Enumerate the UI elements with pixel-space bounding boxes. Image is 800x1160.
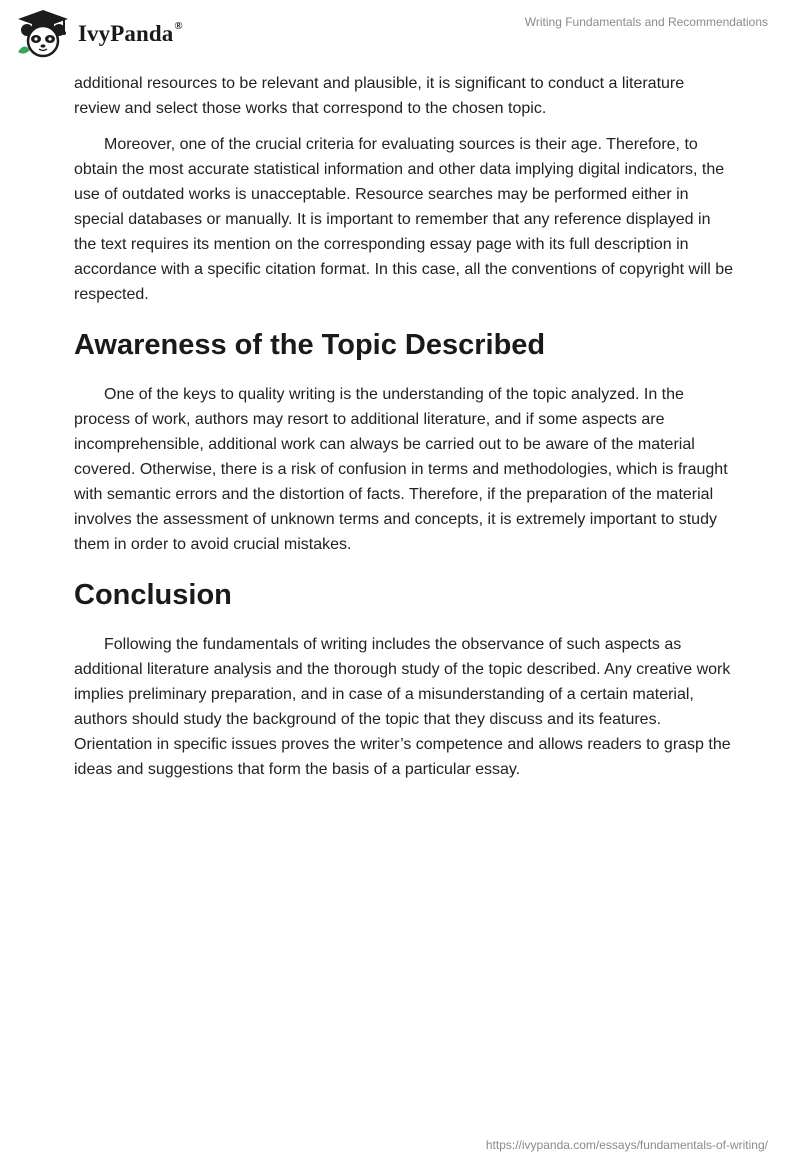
document-title: Writing Fundamentals and Recommendations [524,15,768,29]
logo[interactable] [14,8,183,58]
source-url-link[interactable]: https://ivypanda.com/essays/fundamentals-of-writing/ [485,1138,768,1152]
paragraph-conclusion: Following the fundamentals of writing includes the observance of such aspects as additional literature analysis and the thorough study of the topic described. Any creative work implies preliminary preparation, and in case of a misunderstanding of a certain material, authors should study the background of the topic that they discuss and its features. Orientation in specific issues proves the writer’s competence and allows readers to grasp the ideas and suggestions that form the basis of a particular essay. [74,636,731,778]
heading-awareness: Awareness of the Topic Described [74,329,546,361]
paragraph-sources: Moreover, one of the crucial criteria for evaluating sources is their age. Therefore, to obtain the most accurate statistical information and other data implying digital indicators, the use of outdated works is unacceptable. Resource searches may be performed either in special databases or manually. It is important to remember that any reference displayed in the text requires its mention on the corresponding essay page with its full description in accordance with a specific citation format. In this case, all the conventions of copyright will be respected. [74,136,733,303]
heading-conclusion: Conclusion [74,579,232,611]
paragraph-continued: additional resources to be relevant and plausible, it is significant to conduct a literature review and select those works that correspond to the chosen topic. [74,75,685,117]
paragraph-awareness: One of the keys to quality writing is the understanding of the topic analyzed. In the process of work, authors may resort to additional literature, and if some aspects are incomprehensible, additional work can always be carried out to be aware of the material covered. Otherwise, there is a risk of confusion in terms and methodologies, which is fraught with semantic errors and the distortion of facts. Therefore, if the preparation of the material involves the assessment of unknown terms and concepts, it is extremely important to study them in order to avoid crucial mistakes. [74,386,728,553]
registered-mark: ® [174,20,183,33]
page-header [0,0,800,70]
brand-name: IvyPanda® [78,20,183,46]
panda-graduation-cap-icon [14,8,72,58]
essay-body [74,71,734,793]
